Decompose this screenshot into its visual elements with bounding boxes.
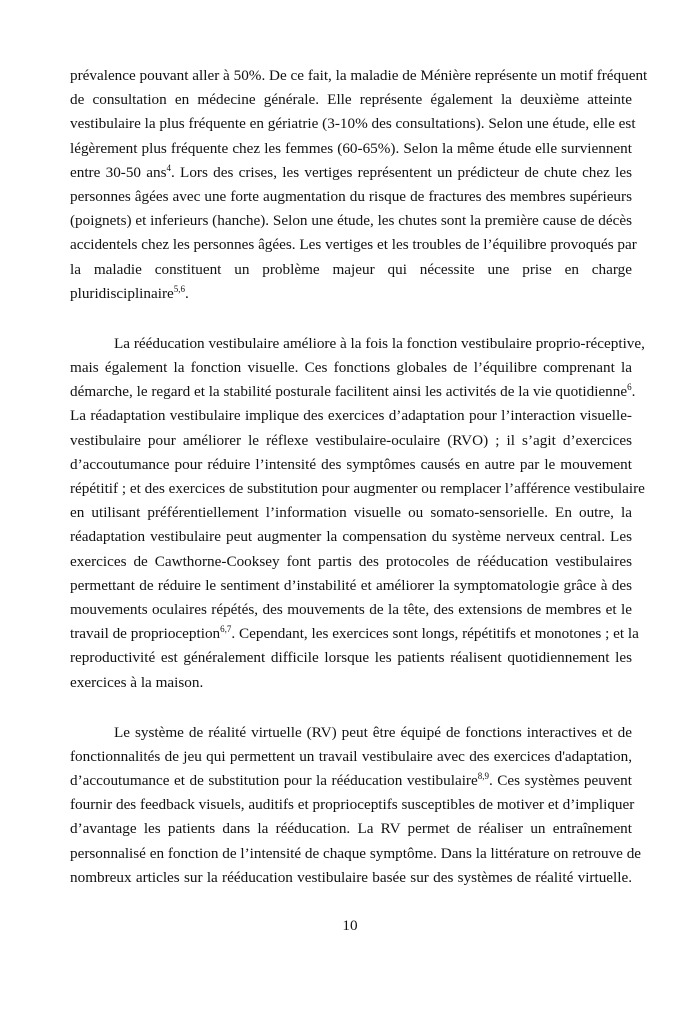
citation-superscript: 5,6: [173, 283, 186, 294]
page-number: 10: [342, 917, 358, 934]
text-segment: vestibulaire la plus fréquente en gériatrie (3-10% des consultations). Selon une étude, elle est: [70, 115, 636, 133]
text-line: [70, 209, 632, 233]
text-segment: personnalisé en fonction de l’intensité de chaque symptôme. Dans la littérature on retrouve de: [70, 844, 642, 862]
text-line: [70, 112, 636, 136]
text-segment: .: [185, 284, 189, 302]
text-segment: accidentels chez les personnes âgées. Les vertiges et les troubles de l’équilibre provoqués par: [70, 236, 637, 254]
text-line: [70, 88, 632, 112]
text-segment: répétitif ; et des exercices de substitution pour augmenter ou remplacer l’afférence vestibulaire: [70, 480, 645, 497]
citation-superscript: 6,7: [220, 624, 232, 635]
text-line: [70, 429, 632, 453]
text-segment: d’avantage les patients dans la rééducation. La RV permet de réaliser un entraînement: [70, 820, 632, 838]
text-line: [70, 842, 642, 866]
text-segment: prévalence pouvant aller à 50%. De ce fait, la maladie de Ménière représente un motif fréquent: [70, 67, 648, 84]
text-line: [70, 161, 632, 185]
text-segment: fournir des feedback visuels, auditifs et proprioceptifs susceptibles de motiver et d’impliquer: [70, 796, 635, 814]
text-segment: pluridisciplinaire: [70, 284, 174, 302]
text-segment: nombreux articles sur la rééducation vestibulaire basée sur des systèmes de réalité virtuelle.: [70, 868, 632, 886]
text-segment: d’accoutumance et de substitution pour la rééducation vestibulaire: [70, 772, 478, 790]
text-line: [70, 282, 632, 306]
text-segment: exercices de Cawthorne-Cooksey font partis des protocoles de rééducation vestibulaires: [70, 552, 632, 570]
text-segment: personnes âgées avec une forte augmentation du risque de fractures des membres supérieurs: [70, 187, 632, 205]
text-line: [70, 356, 632, 380]
text-segment: exercices à la maison.: [70, 673, 204, 691]
text-line: [70, 598, 632, 622]
text-line: [70, 477, 645, 501]
text-line: [70, 453, 632, 477]
text-segment: démarche, le regard et la stabilité posturale facilitent ainsi les activités de la vie quotidienne: [70, 383, 628, 401]
text-line: [70, 258, 632, 282]
text-line: [70, 671, 632, 695]
text-line: [70, 137, 632, 161]
text-line: [70, 380, 636, 404]
text-segment: en utilisant préférentiellement l’information visuelle ou somato-sensorielle. En outre, la: [70, 504, 632, 522]
text-line: [70, 550, 632, 574]
text-segment: d’accoutumance pour réduire l’intensité des symptômes causés en autre par le mouvement: [70, 455, 632, 473]
text-segment: mouvements oculaires répétés, des mouvements de la tête, des extensions de membres et le: [70, 600, 632, 618]
text-line: [70, 501, 632, 525]
text-line: [70, 793, 635, 817]
document-page: [70, 64, 648, 916]
text-segment: travail de proprioception: [70, 625, 221, 643]
text-line: [70, 622, 639, 646]
text-segment: réadaptation vestibulaire peut augmenter la compensation du système nerveux central. Les: [70, 528, 632, 546]
text-line: [70, 866, 632, 890]
text-segment: mais également la fonction visuelle. Ces fonctions globales de l’équilibre comprenant la: [70, 359, 632, 377]
text-segment: la maladie constituent un problème majeur qui nécessite une prise en charge: [70, 260, 632, 278]
text-segment: . Ces systèmes peuvent: [488, 772, 632, 790]
paragraph-2: [70, 332, 645, 695]
text-line: [70, 574, 632, 598]
text-segment: de consultation en médecine générale. Elle représente également la deuxième atteinte: [70, 91, 632, 109]
text-line: [70, 721, 632, 745]
text-segment: fonctionnalités de jeu qui permettent un travail vestibulaire avec des exercices d'adaptation,: [70, 747, 632, 765]
text-line: [70, 817, 632, 841]
paragraph-1: [70, 64, 648, 306]
text-segment: La réadaptation vestibulaire implique des exercices d’adaptation pour l’interaction visuelle-: [70, 407, 632, 425]
text-line: [70, 525, 632, 549]
text-segment: . Lors des crises, les vertiges représentent un prédicteur de chute chez les: [171, 163, 632, 181]
text-segment: . Cependant, les exercices sont longs, répétitifs et monotones ; et la: [231, 625, 639, 643]
text-segment: .: [631, 383, 636, 401]
text-line: [70, 646, 632, 670]
text-line: [70, 332, 645, 356]
text-line: [70, 769, 632, 793]
text-segment: légèrement plus fréquente chez les femmes (60-65%). Selon la même étude elle surviennent: [70, 139, 632, 157]
text-line: [70, 745, 632, 769]
citation-superscript: 6: [627, 382, 632, 393]
text-line: [70, 185, 632, 209]
text-line: [70, 404, 632, 428]
text-segment: reproductivité est généralement difficile lorsque les patients réalisent quotidiennement les: [70, 649, 632, 667]
text-line: [70, 64, 648, 88]
text-segment: Le système de réalité virtuelle (RV) peut être équipé de fonctions interactives et de: [114, 723, 632, 741]
text-segment: (poignets) et inferieurs (hanche). Selon une étude, les chutes sont la première cause de décès: [70, 212, 632, 230]
paragraph-3: [70, 721, 642, 890]
text-segment: entre 30-50 ans: [70, 163, 167, 181]
text-segment: La rééducation vestibulaire améliore à la fois la fonction vestibulaire proprio-réceptive,: [114, 334, 645, 352]
text-segment: permettant de réduire le sentiment d’instabilité et améliorer la symptomatologie grâce à des: [70, 576, 632, 594]
text-segment: vestibulaire pour améliorer le réflexe vestibulaire-oculaire (RVO) ; il s’agit d’exercices: [70, 431, 632, 449]
citation-superscript: 8,9: [477, 771, 489, 782]
text-line: [70, 233, 637, 257]
citation-superscript: 4: [166, 162, 172, 173]
